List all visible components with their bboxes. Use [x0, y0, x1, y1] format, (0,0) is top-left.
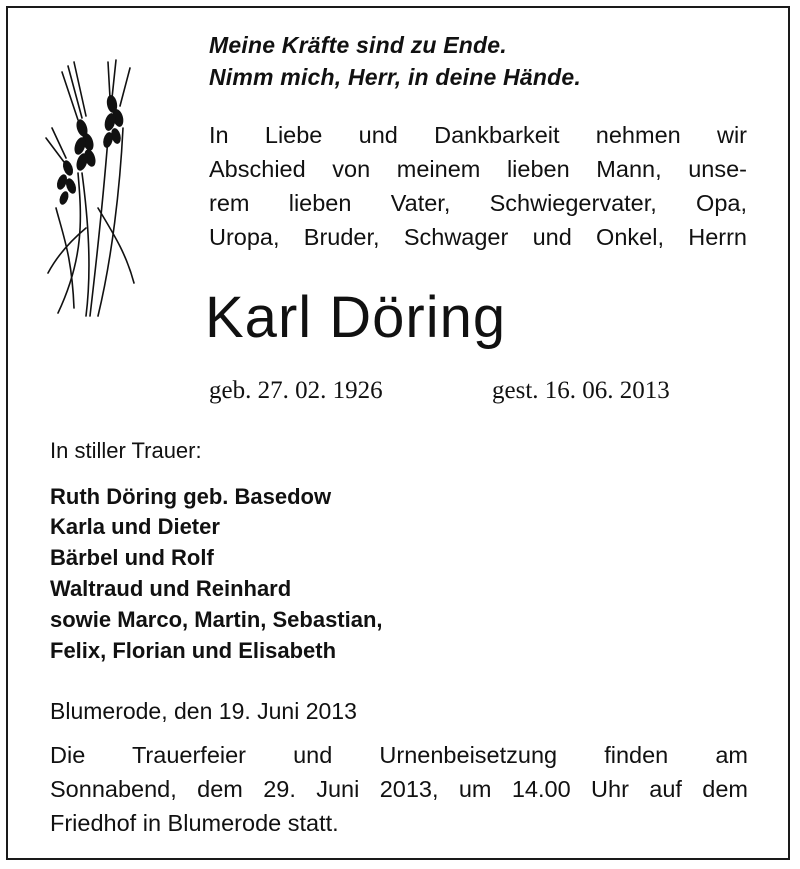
intro-text: [209, 118, 747, 254]
wheat-icon: [38, 58, 148, 318]
service-text: [50, 738, 748, 840]
mourner-name: Ruth Döring geb. Basedow: [50, 484, 332, 509]
birth-date: geb. 27. 02. 1926: [209, 377, 383, 404]
mourner-name: Bärbel und Rolf: [50, 545, 214, 570]
mourner-name: Felix, Florian und Elisabeth: [50, 638, 337, 663]
intro-line: rem lieben Vater, Schwiegervater, Opa,: [209, 190, 747, 216]
intro-line: Abschied von meinem lieben Mann, unse-: [209, 156, 747, 182]
deceased-name: Karl Döring: [205, 285, 507, 350]
place-and-date: Blumerode, den 19. Juni 2013: [50, 698, 357, 724]
verse-line-1: Meine Kräfte sind zu Ende.: [209, 32, 507, 58]
mourner-name: sowie Marco, Martin, Sebastian,: [50, 607, 383, 632]
mourners-heading: In stiller Trauer:: [50, 438, 202, 463]
death-date: gest. 16. 06. 2013: [492, 377, 670, 404]
mourner-name: Waltraud und Reinhard: [50, 576, 292, 601]
service-line: Sonnabend, dem 29. Juni 2013, um 14.00 Uhr auf dem: [50, 776, 748, 802]
mourner-name: Karla und Dieter: [50, 514, 220, 539]
service-line: Friedhof in Blumerode statt.: [50, 810, 339, 836]
verse-line-2: Nimm mich, Herr, in deine Hände.: [209, 64, 581, 90]
intro-line: Uropa, Bruder, Schwager und Onkel, Herrn: [209, 224, 747, 250]
service-line: Die Trauerfeier und Urnenbeisetzung finden am: [50, 742, 748, 768]
intro-line: In Liebe und Dankbarkeit nehmen wir: [209, 122, 747, 148]
